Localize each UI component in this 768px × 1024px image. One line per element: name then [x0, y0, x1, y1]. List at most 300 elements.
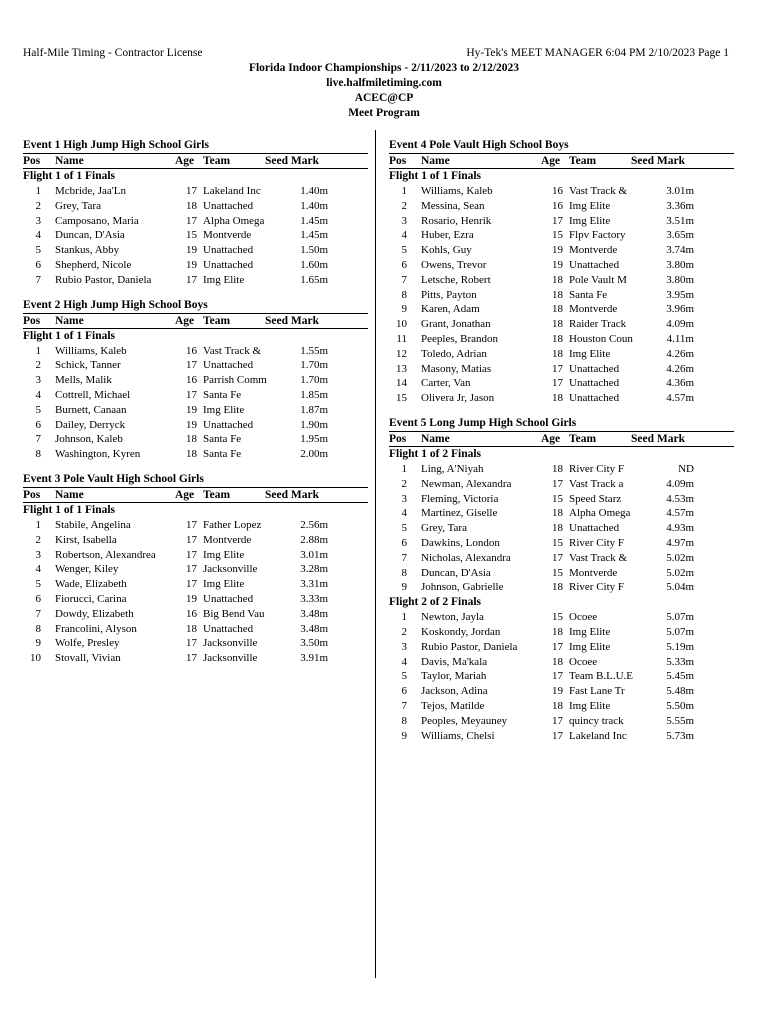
- entry-team: Vast Track &: [203, 344, 262, 357]
- entry-team: quincy track: [569, 714, 624, 727]
- entry-name: Ling, A'Niyah: [421, 462, 484, 475]
- entry-team: Unattached: [569, 258, 620, 271]
- entry-row: [389, 317, 734, 332]
- entry-age: 17: [552, 640, 563, 653]
- entry-seed-mark: 2.56m: [300, 518, 328, 531]
- entry-row: [389, 214, 734, 229]
- entry-team: Img Elite: [569, 699, 611, 712]
- entry-team: Montverde: [569, 566, 618, 579]
- entry-row: [389, 243, 734, 258]
- entry-seed-mark: 3.48m: [300, 607, 328, 620]
- entry-row: [389, 462, 734, 477]
- entry-team: Lakeland Inc: [203, 185, 261, 197]
- entry-team: Img Elite: [569, 625, 611, 638]
- entry-row: [23, 636, 368, 651]
- entry-seed-mark: 5.07m: [666, 611, 694, 624]
- entry-team: Team B.L.U.E: [569, 670, 633, 683]
- entry-team: Unattached: [203, 622, 254, 635]
- entry-pos: 15: [396, 392, 407, 405]
- entry-team: Fast Lane Tr: [569, 685, 625, 698]
- seed-mark-header: Seed Mark: [631, 432, 685, 445]
- entry-seed-mark: 3.33m: [300, 592, 328, 605]
- entry-age: 18: [552, 392, 563, 405]
- entry-row: [389, 347, 734, 362]
- entry-seed-mark: 1.85m: [300, 388, 328, 401]
- entry-name: Johnson, Gabrielle: [421, 581, 504, 594]
- entry-seed-mark: 4.57m: [666, 507, 694, 520]
- entry-seed-mark: 4.26m: [666, 347, 694, 360]
- entry-name: Wade, Elizabeth: [55, 578, 127, 591]
- entry-pos: 11: [396, 332, 407, 345]
- seed-mark-header: Seed Mark: [265, 488, 319, 501]
- entry-pos: 7: [35, 273, 41, 286]
- entry-row: [389, 184, 734, 199]
- entry-name: Pitts, Payton: [421, 288, 477, 301]
- entry-name: Peeples, Brandon: [421, 332, 498, 345]
- entry-seed-mark: 5.45m: [666, 670, 694, 683]
- entry-row: [23, 199, 368, 214]
- event-block: [389, 416, 734, 743]
- entry-age: 15: [186, 229, 197, 242]
- entry-row: [389, 669, 734, 684]
- seed-mark-header: Seed Mark: [631, 155, 685, 167]
- entry-age: 18: [552, 288, 563, 301]
- entry-name: Williams, Chelsi: [421, 729, 495, 742]
- entry-team: Speed Starz: [569, 492, 622, 505]
- entry-row: [389, 288, 734, 303]
- entry-pos: 6: [401, 685, 407, 698]
- entry-row: [389, 551, 734, 566]
- entry-seed-mark: 1.65m: [300, 273, 328, 286]
- entry-age: 18: [552, 507, 563, 520]
- entry-pos: 7: [401, 551, 407, 564]
- entry-team: Unattached: [569, 392, 620, 405]
- entry-seed-mark: 5.02m: [666, 551, 694, 564]
- entry-seed-mark: 4.93m: [666, 522, 694, 535]
- event-title: Event 5 Long Jump High School Girls: [389, 416, 577, 429]
- entry-team: Img Elite: [203, 403, 245, 416]
- entry-seed-mark: 1.55m: [300, 344, 328, 357]
- entry-seed-mark: 1.40m: [300, 185, 328, 197]
- entry-seed-mark: 3.48m: [300, 622, 328, 635]
- entry-row: [389, 302, 734, 317]
- entry-row: [23, 592, 368, 607]
- entry-age: 16: [186, 607, 197, 620]
- entry-name: Owens, Trevor: [421, 258, 487, 271]
- entry-seed-mark: 1.40m: [300, 199, 328, 212]
- entry-pos: 6: [35, 592, 41, 605]
- entry-pos: 4: [401, 229, 407, 242]
- meet-title: Florida Indoor Championships - 2/11/2023 to 2/12/2023: [248, 62, 520, 74]
- entry-row: [23, 562, 368, 577]
- pos-header: Pos: [23, 488, 41, 501]
- entry-row: [23, 533, 368, 548]
- entry-name: Tejos, Matilde: [421, 699, 485, 712]
- entry-name: Washington, Kyren: [55, 448, 141, 461]
- entry-team: Santa Fe: [203, 448, 242, 461]
- entry-pos: 7: [401, 699, 407, 712]
- column-header-row: [23, 487, 368, 503]
- entry-team: Montverde: [569, 244, 618, 257]
- entry-age: 17: [186, 578, 197, 591]
- flight-label: Flight 1 of 1 Finals: [23, 329, 116, 342]
- entry-pos: 2: [35, 533, 41, 546]
- event-block: [23, 138, 368, 288]
- team-header: Team: [203, 155, 231, 167]
- entry-pos: 6: [35, 258, 41, 271]
- entry-row: [23, 344, 368, 359]
- entry-row: [23, 432, 368, 447]
- event-title: Event 1 High Jump High School Girls: [23, 139, 209, 151]
- entry-seed-mark: 5.48m: [666, 685, 694, 698]
- entry-team: Img Elite: [569, 214, 611, 227]
- entry-seed-mark: 1.45m: [300, 214, 328, 227]
- entry-seed-mark: 3.36m: [666, 199, 694, 212]
- entry-age: 15: [552, 229, 563, 242]
- entry-seed-mark: 2.88m: [300, 533, 328, 546]
- entry-row: [389, 199, 734, 214]
- entry-row: [23, 447, 368, 462]
- entry-seed-mark: 3.01m: [300, 548, 328, 561]
- entry-age: 18: [186, 433, 197, 446]
- entry-pos: 9: [35, 637, 41, 650]
- entry-team: Jacksonville: [203, 637, 258, 650]
- entry-row: [389, 521, 734, 536]
- entry-pos: 2: [35, 359, 41, 372]
- age-header: Age: [175, 155, 195, 167]
- entry-row: [389, 640, 734, 655]
- entry-pos: 4: [401, 655, 407, 668]
- name-header: Name: [421, 432, 450, 445]
- column-header-row: [389, 431, 734, 447]
- entry-pos: 5: [401, 244, 407, 257]
- entry-pos: 1: [35, 185, 41, 197]
- entry-pos: 4: [401, 507, 407, 520]
- entry-age: 18: [552, 273, 563, 286]
- entry-team: Unattached: [203, 359, 254, 372]
- entry-age: 18: [552, 625, 563, 638]
- entry-seed-mark: 5.55m: [666, 714, 694, 727]
- entry-row: [389, 610, 734, 625]
- entry-seed-mark: 1.90m: [300, 418, 328, 431]
- entry-pos: 3: [35, 214, 41, 227]
- entry-pos: 5: [35, 578, 41, 591]
- entry-name: Newton, Jayla: [421, 611, 484, 624]
- entry-team: Unattached: [203, 592, 254, 605]
- seed-mark-header: Seed Mark: [265, 314, 319, 327]
- entry-team: Santa Fe: [203, 388, 242, 401]
- entry-team: Vast Track &: [569, 185, 628, 197]
- entry-team: Raider Track: [569, 318, 627, 331]
- entry-team: Pole Vault M: [569, 273, 627, 286]
- entry-age: 17: [186, 185, 197, 197]
- entry-name: Dawkins, London: [421, 536, 500, 549]
- entry-row: [23, 228, 368, 243]
- entry-pos: 5: [35, 244, 41, 257]
- entry-pos: 10: [396, 318, 407, 331]
- entry-name: Cottrell, Michael: [55, 388, 131, 401]
- entry-team: Santa Fe: [569, 288, 608, 301]
- entry-row: [23, 577, 368, 592]
- flight-label: Flight 1 of 1 Finals: [23, 503, 116, 516]
- entry-team: Father Lopez: [203, 518, 262, 531]
- event-block: [23, 298, 368, 462]
- entry-name: Karen, Adam: [421, 303, 480, 316]
- team-header: Team: [203, 314, 231, 327]
- entry-seed-mark: 5.07m: [666, 625, 694, 638]
- entry-name: Stabile, Angelina: [55, 518, 131, 531]
- entry-name: Nicholas, Alexandra: [421, 551, 511, 564]
- entry-name: Shepherd, Nicole: [55, 258, 132, 271]
- pos-header: Pos: [23, 155, 41, 167]
- entry-row: [389, 477, 734, 492]
- entry-team: Unattached: [569, 362, 620, 375]
- entry-age: 17: [186, 359, 197, 372]
- entry-age: 19: [186, 592, 197, 605]
- entry-name: Dailey, Derryck: [55, 418, 126, 431]
- entry-team: River City F: [569, 536, 625, 549]
- entry-pos: 8: [35, 448, 41, 461]
- entry-team: Alpha Omega: [569, 507, 631, 520]
- column-header-row: [23, 313, 368, 329]
- entry-name: Fleming, Victoria: [421, 492, 499, 505]
- entry-row: [23, 373, 368, 388]
- entry-name: Masony, Matias: [421, 362, 492, 375]
- entry-team: Vast Track &: [569, 551, 628, 564]
- entry-row: [23, 258, 368, 273]
- entry-name: Grant, Jonathan: [421, 318, 491, 331]
- age-header: Age: [541, 155, 561, 167]
- entry-row: [389, 391, 734, 406]
- entry-name: Kirst, Isabella: [55, 533, 117, 546]
- entry-age: 17: [186, 563, 197, 576]
- entry-seed-mark: 3.51m: [666, 214, 694, 227]
- entry-pos: 8: [401, 714, 407, 727]
- entry-pos: 7: [35, 433, 41, 446]
- entry-name: Wenger, Kiley: [55, 563, 119, 576]
- entry-seed-mark: 2.00m: [300, 448, 328, 461]
- entry-team: Houston Coun: [569, 332, 633, 345]
- entry-name: Duncan, D'Asia: [421, 566, 491, 579]
- entry-seed-mark: 3.80m: [666, 273, 694, 286]
- entry-age: 17: [552, 377, 563, 390]
- entry-team: Img Elite: [569, 347, 611, 360]
- entry-seed-mark: 5.02m: [666, 566, 694, 579]
- entry-age: 17: [552, 714, 563, 727]
- entry-row: [389, 625, 734, 640]
- entry-name: Olivera Jr, Jason: [421, 392, 495, 405]
- entry-age: 18: [552, 318, 563, 331]
- entry-name: Rubio Pastor, Daniela: [55, 273, 152, 286]
- entry-pos: 14: [396, 377, 407, 390]
- entry-name: Grey, Tara: [55, 199, 101, 212]
- entry-age: 19: [186, 403, 197, 416]
- entry-pos: 1: [401, 611, 407, 624]
- entry-age: 18: [552, 699, 563, 712]
- entry-age: 17: [186, 273, 197, 286]
- entry-pos: 12: [396, 347, 407, 360]
- event-title: Event 2 High Jump High School Boys: [23, 298, 208, 311]
- entry-age: 17: [552, 551, 563, 564]
- entry-seed-mark: 5.04m: [666, 581, 694, 594]
- entry-age: 18: [552, 462, 563, 475]
- entry-name: Davis, Ma'kala: [421, 655, 488, 668]
- entry-name: Huber, Ezra: [421, 229, 474, 242]
- meet-header: [0, 61, 768, 121]
- seed-mark-header: Seed Mark: [265, 155, 319, 167]
- entry-team: Unattached: [203, 258, 254, 271]
- flight-label: Flight 1 of 1 Finals: [389, 170, 482, 182]
- entry-age: 16: [552, 199, 563, 212]
- entry-team: Big Bend Vau: [203, 607, 265, 620]
- entry-seed-mark: 5.33m: [666, 655, 694, 668]
- entry-name: Messina, Sean: [421, 199, 485, 212]
- entry-seed-mark: 5.50m: [666, 699, 694, 712]
- entry-name: Robertson, Alexandrea: [55, 548, 156, 561]
- entry-age: 18: [552, 347, 563, 360]
- entry-pos: 3: [401, 492, 407, 505]
- entry-pos: 6: [35, 418, 41, 431]
- age-header: Age: [541, 432, 561, 445]
- entry-seed-mark: 3.95m: [666, 288, 694, 301]
- entry-name: Rubio Pastor, Daniela: [421, 640, 518, 653]
- entry-age: 17: [186, 518, 197, 531]
- entry-age: 17: [552, 362, 563, 375]
- entry-pos: 4: [35, 229, 41, 242]
- team-header: Team: [569, 432, 597, 445]
- event-block: [23, 472, 368, 666]
- entry-name: Stovall, Vivian: [55, 652, 121, 665]
- entry-pos: 1: [35, 344, 41, 357]
- entry-name: Williams, Kaleb: [55, 344, 127, 357]
- entry-row: [389, 536, 734, 551]
- left-column: [23, 138, 368, 676]
- event-title: Event 4 Pole Vault High School Boys: [389, 139, 569, 151]
- team-header: Team: [569, 155, 597, 167]
- entry-seed-mark: 3.65m: [666, 229, 694, 242]
- entry-pos: 1: [35, 518, 41, 531]
- entry-seed-mark: 3.91m: [300, 652, 328, 665]
- entry-team: Unattached: [203, 418, 254, 431]
- entry-team: Ocoee: [569, 611, 598, 624]
- entry-pos: 9: [401, 303, 407, 316]
- entry-age: 16: [186, 374, 197, 387]
- entry-name: Camposano, Maria: [55, 214, 139, 227]
- column-divider: [375, 130, 376, 978]
- entry-age: 17: [186, 533, 197, 546]
- entry-pos: 2: [401, 477, 407, 490]
- entry-seed-mark: 4.09m: [666, 477, 694, 490]
- entry-team: Img Elite: [203, 578, 245, 591]
- entry-age: 19: [552, 258, 563, 271]
- entry-team: Jacksonville: [203, 563, 258, 576]
- entry-row: [389, 228, 734, 243]
- entry-name: Peoples, Meyauney: [421, 714, 508, 727]
- entry-row: [23, 622, 368, 637]
- entry-row: [23, 273, 368, 288]
- entry-pos: 6: [401, 258, 407, 271]
- entry-name: Fiorucci, Carina: [55, 592, 127, 605]
- event-title: Event 3 Pole Vault High School Girls: [23, 472, 204, 485]
- entry-team: Unattached: [569, 522, 620, 535]
- entry-seed-mark: ND: [678, 462, 694, 475]
- entry-pos: 8: [35, 622, 41, 635]
- entry-pos: 5: [35, 403, 41, 416]
- entry-row: [389, 684, 734, 699]
- entry-team: Unattached: [203, 244, 254, 257]
- entry-name: Duncan, D'Asia: [55, 229, 125, 242]
- entry-row: [389, 492, 734, 507]
- entry-pos: 13: [396, 362, 407, 375]
- entry-row: [23, 518, 368, 533]
- entry-row: [23, 358, 368, 373]
- entry-name: Schick, Tanner: [55, 359, 121, 372]
- entry-age: 17: [186, 388, 197, 401]
- entry-team: Montverde: [569, 303, 618, 316]
- entry-row: [23, 243, 368, 258]
- entry-seed-mark: 1.45m: [300, 229, 328, 242]
- entry-age: 17: [186, 652, 197, 665]
- entry-pos: 5: [401, 522, 407, 535]
- entry-pos: 9: [401, 729, 407, 742]
- entry-row: [23, 418, 368, 433]
- entry-age: 17: [552, 670, 563, 683]
- name-header: Name: [55, 488, 84, 501]
- entry-pos: 8: [401, 566, 407, 579]
- entry-row: [389, 714, 734, 729]
- entry-name: Dowdy, Elizabeth: [55, 607, 134, 620]
- license-text: Half-Mile Timing - Contractor License: [23, 47, 203, 59]
- entry-age: 15: [552, 566, 563, 579]
- entry-age: 16: [552, 185, 563, 197]
- entry-name: Taylor, Mariah: [421, 670, 487, 683]
- entry-age: 18: [186, 622, 197, 635]
- entry-team: Parrish Comm: [203, 374, 267, 387]
- entry-name: Burnett, Canaan: [55, 403, 127, 416]
- entry-age: 17: [552, 477, 563, 490]
- entry-pos: 3: [35, 374, 41, 387]
- entry-seed-mark: 4.57m: [666, 392, 694, 405]
- entry-age: 17: [186, 214, 197, 227]
- entry-team: Jacksonville: [203, 652, 258, 665]
- entry-row: [389, 362, 734, 377]
- entry-team: Unattached: [569, 377, 620, 390]
- entry-name: Kohls, Guy: [421, 244, 472, 257]
- entry-name: Rosario, Henrik: [421, 214, 492, 227]
- entry-pos: 1: [401, 462, 407, 475]
- entry-age: 18: [186, 448, 197, 461]
- entry-pos: 3: [401, 640, 407, 653]
- entry-pos: 6: [401, 536, 407, 549]
- entry-seed-mark: 5.73m: [666, 729, 694, 742]
- entry-name: Francolini, Alyson: [55, 622, 137, 635]
- column-header-row: [23, 153, 368, 169]
- entry-name: Letsche, Robert: [421, 273, 491, 286]
- entry-team: River City F: [569, 581, 625, 594]
- entry-row: [389, 580, 734, 595]
- entry-pos: 7: [401, 273, 407, 286]
- entry-pos: 7: [35, 607, 41, 620]
- entry-pos: 2: [401, 199, 407, 212]
- entry-name: Johnson, Kaleb: [55, 433, 123, 446]
- entry-age: 15: [552, 536, 563, 549]
- entry-team: Flpv Factory: [569, 229, 626, 242]
- entry-seed-mark: 1.87m: [300, 403, 328, 416]
- entry-team: Vast Track a: [569, 477, 624, 490]
- entry-row: [389, 655, 734, 670]
- entry-seed-mark: 5.19m: [666, 640, 694, 653]
- entry-team: Img Elite: [569, 640, 611, 653]
